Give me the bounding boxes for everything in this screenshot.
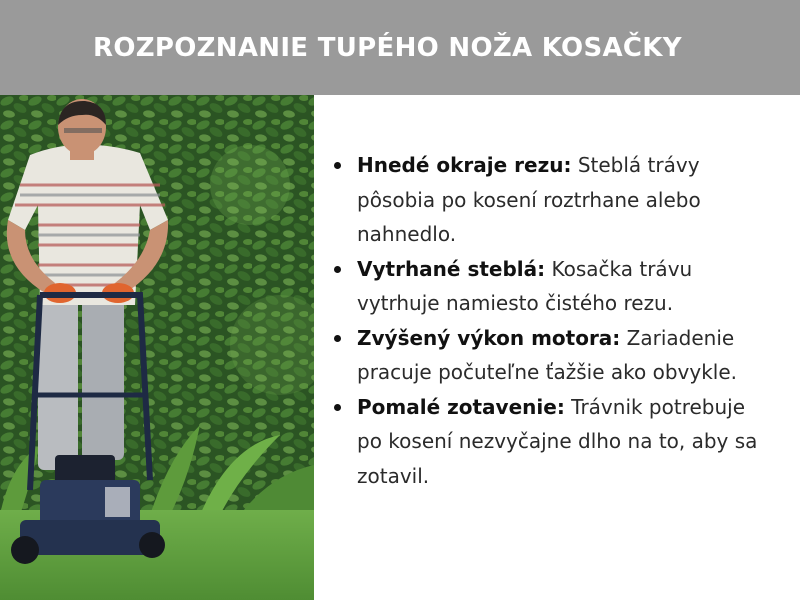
list-item-text: Kosačka trávu vytrhuje namiesto čistého rezu. xyxy=(357,256,693,315)
list-item-text: Steblá trávy pôsobia po kosení roztrhane alebo nahnedlo. xyxy=(357,153,701,246)
list-item-heading: Pomalé zotavenie: xyxy=(357,394,565,419)
page-title: ROZPOZNANIE TUPÉHO NOŽA KOSAČKY xyxy=(93,32,682,63)
list-item xyxy=(330,321,770,390)
list-item-text: Zariadenie pracuje počuteľne ťažšie ako obvykle. xyxy=(357,325,738,384)
list-item-text: Trávnik potrebuje po kosení nezvyčajne dlho na to, aby sa zotavil. xyxy=(357,394,758,488)
list-item-heading: Hnedé okraje rezu: xyxy=(357,153,572,177)
list-item xyxy=(330,252,770,321)
mower-photo xyxy=(0,95,314,600)
list-item xyxy=(330,148,770,252)
list-item-heading: Zvýšený výkon motora: xyxy=(357,325,621,350)
list-item-heading: Vytrhané steblá: xyxy=(357,256,546,281)
list-item xyxy=(330,390,770,494)
title-banner xyxy=(0,0,800,95)
signs-list-panel xyxy=(330,148,770,493)
